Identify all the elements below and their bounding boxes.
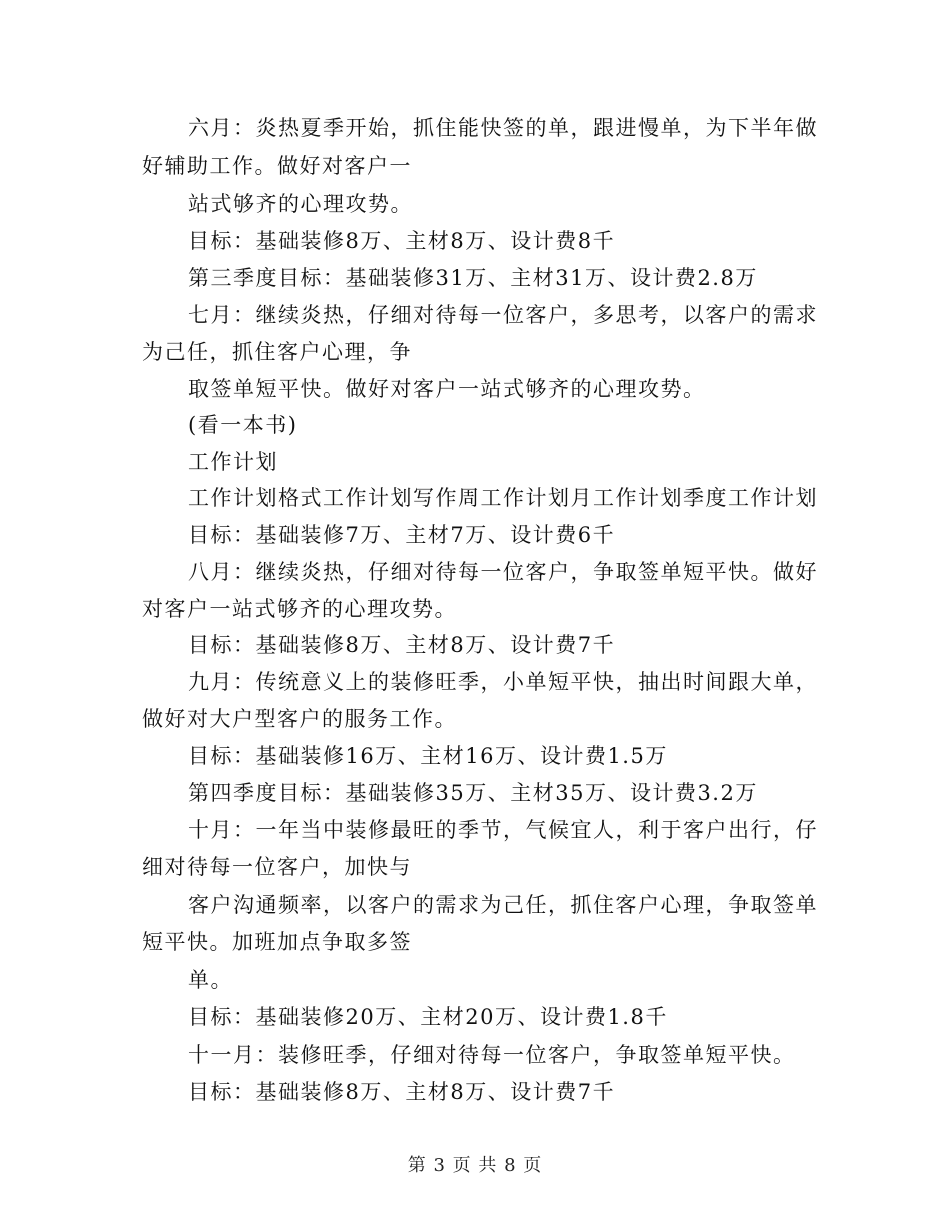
text-line: 好辅助工作。做好对客户一: [142, 154, 412, 178]
text-line: 七月：继续炎热，仔细对待每一位客户，多思考，以客户的需求: [188, 303, 818, 327]
page-number-footer: 第 3 页 共 8 页: [407, 1155, 543, 1176]
text-line: 目标：基础装修7万、主材7万、设计费6千: [188, 523, 616, 547]
text-line: 目标：基础装修8万、主材8万、设计费7千: [188, 633, 616, 657]
text-line: 取签单短平快。做好对客户一站式够齐的心理攻势。: [188, 377, 706, 401]
text-line: 目标：基础装修8万、主材8万、设计费8千: [188, 229, 616, 253]
text-line: 六月：炎热夏季开始，抓住能快签的单，跟进慢单，为下半年做: [188, 116, 818, 140]
text-line: 目标：基础装修8万、主材8万、设计费7千: [188, 1080, 616, 1104]
text-line: 目标：基础装修16万、主材16万、设计费1.5万: [188, 744, 668, 768]
text-line: 第三季度目标：基础装修31万、主材31万、设计费2.8万: [188, 266, 758, 290]
text-line: 十月：一年当中装修最旺的季节，气候宜人，利于客户出行，仔: [188, 818, 818, 842]
text-line: 细对待每一位客户，加快与: [142, 855, 412, 879]
text-line: 客户沟通频率，以客户的需求为己任，抓住客户心理，争取签单: [188, 893, 818, 917]
text-line: 工作计划: [188, 450, 278, 474]
text-line: 短平快。加班加点争取多签: [142, 930, 412, 954]
text-line: 站式够齐的心理攻势。: [188, 192, 413, 216]
text-line: 九月：传统意义上的装修旺季，小单短平快，抽出时间跟大单，: [188, 670, 818, 694]
text-line: 八月：继续炎热，仔细对待每一位客户，争取签单短平快。做好: [188, 560, 818, 584]
text-line: 第四季度目标：基础装修35万、主材35万、设计费3.2万: [188, 781, 758, 805]
text-line: 为己任，抓住客户心理，争: [142, 340, 412, 364]
text-line: 工作计划格式工作计划写作周工作计划月工作计划季度工作计划: [188, 486, 818, 510]
text-line: 目标：基础装修20万、主材20万、设计费1.8千: [188, 1005, 668, 1029]
text-line: 对客户一站式够齐的心理攻势。: [142, 597, 457, 621]
text-line: 十一月：装修旺季，仔细对待每一位客户，争取签单短平快。: [188, 1043, 796, 1067]
text-line: 单。: [188, 968, 233, 992]
text-line: 做好对大户型客户的服务工作。: [142, 707, 457, 731]
text-line: (看一本书): [188, 413, 298, 437]
